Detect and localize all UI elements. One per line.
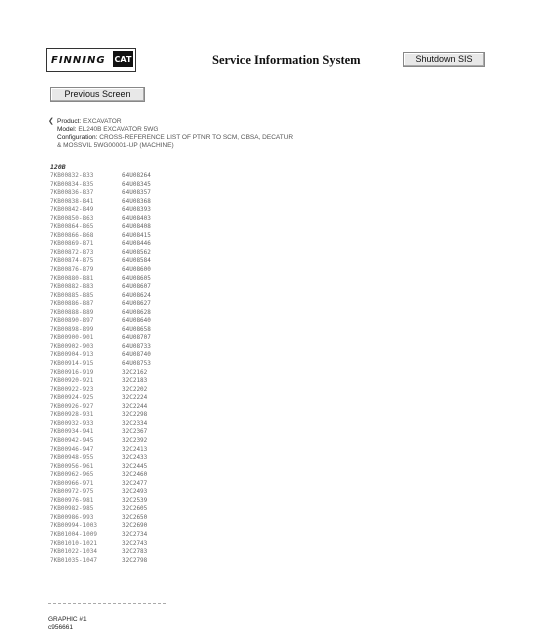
model-label: Model: [57, 126, 77, 133]
table-row [50, 463, 151, 472]
serial-number-cell: 32C2413 [122, 445, 148, 453]
serial-number-cell: 64U08368 [122, 197, 151, 205]
table-row [50, 505, 151, 514]
serial-range-cell: 7KB00946-947 [50, 445, 94, 453]
serial-range-cell: 7KB00902-903 [50, 342, 94, 350]
product-label: Product: [57, 118, 82, 125]
table-row [50, 488, 151, 497]
serial-range-cell: 7KB00890-897 [50, 317, 94, 325]
page-header [46, 48, 506, 74]
cat-badge: CAT [113, 51, 133, 67]
serial-number-cell: 64U08415 [122, 231, 151, 239]
table-row [50, 181, 151, 190]
table-row [50, 540, 151, 549]
table-row [50, 223, 151, 232]
serial-range-cell: 7KB01022-1034 [50, 548, 97, 556]
table-row [50, 309, 151, 318]
serial-number-cell: 32C2650 [122, 513, 148, 521]
serial-range-cell: 7KB00900-901 [50, 334, 94, 342]
table-row [50, 557, 151, 566]
serial-range-cell: 7KB00972-975 [50, 488, 94, 496]
serial-number-cell: 64U08345 [122, 180, 151, 188]
serial-number-cell: 64U08640 [122, 317, 151, 325]
serial-range-cell: 7KB00836-837 [50, 189, 94, 197]
table-row [50, 471, 151, 480]
serial-number-cell: 64U08357 [122, 189, 151, 197]
serial-range-cell: 7KB01010-1021 [50, 539, 97, 547]
table-row [50, 232, 151, 241]
cross-reference-table [50, 163, 151, 565]
table-row [50, 266, 151, 275]
serial-number-cell: 64U08627 [122, 300, 151, 308]
serial-number-cell: 32C2334 [122, 419, 148, 427]
serial-range-cell: 7KB00962-965 [50, 471, 94, 479]
serial-range-cell: 7KB00942-945 [50, 436, 94, 444]
table-row [50, 386, 151, 395]
serial-number-cell: 32C2298 [122, 411, 148, 419]
serial-range-cell: 7KB00920-921 [50, 377, 94, 385]
table-row [50, 198, 151, 207]
serial-range-cell: 7KB00994-1003 [50, 522, 97, 530]
table-row [50, 343, 151, 352]
serial-number-cell: 64U08403 [122, 214, 151, 222]
serial-range-cell: 7KB00834-835 [50, 180, 94, 188]
table-rows [50, 172, 151, 565]
table-row [50, 351, 151, 360]
table-row [50, 172, 151, 181]
serial-number-cell: 32C2433 [122, 454, 148, 462]
table-row [50, 497, 151, 506]
section-heading: 120B [50, 163, 66, 171]
serial-range-cell: 7KB00924-925 [50, 394, 94, 402]
serial-number-cell: 32C2244 [122, 402, 148, 410]
serial-number-cell: 64U08624 [122, 291, 151, 299]
serial-range-cell: 7KB00922-923 [50, 385, 94, 393]
serial-number-cell: 64U08753 [122, 360, 151, 368]
shutdown-button[interactable]: Shutdown SIS [403, 52, 485, 67]
table-row [50, 403, 151, 412]
table-row [50, 317, 151, 326]
serial-range-cell: 7KB01004-1009 [50, 530, 97, 538]
serial-range-cell: 7KB00934-941 [50, 428, 94, 436]
table-row [50, 292, 151, 301]
table-row [50, 300, 151, 309]
serial-range-cell: 7KB00928-931 [50, 411, 94, 419]
serial-range-cell: 7KB00864-865 [50, 223, 94, 231]
table-row [50, 454, 151, 463]
finning-cat-logo [46, 48, 136, 72]
serial-range-cell: 7KB00850-863 [50, 214, 94, 222]
serial-range-cell: 7KB00885-885 [50, 291, 94, 299]
serial-number-cell: 32C2460 [122, 471, 148, 479]
table-row [50, 369, 151, 378]
serial-number-cell: 64U08607 [122, 283, 151, 291]
product-value: EXCAVATOR [83, 118, 122, 125]
table-row [50, 249, 151, 258]
table-row [50, 360, 151, 369]
serial-range-cell: 7KB00882-883 [50, 283, 94, 291]
serial-range-cell: 7KB00956-961 [50, 462, 94, 470]
table-row [50, 548, 151, 557]
serial-number-cell: 64U08740 [122, 351, 151, 359]
serial-number-cell: 64U08605 [122, 274, 151, 282]
table-row [50, 420, 151, 429]
serial-range-cell: 7KB00966-971 [50, 479, 94, 487]
serial-number-cell: 32C2202 [122, 385, 148, 393]
table-row [50, 437, 151, 446]
serial-range-cell: 7KB00982-985 [50, 505, 94, 513]
serial-range-cell: 7KB00904-913 [50, 351, 94, 359]
table-row [50, 522, 151, 531]
serial-number-cell: 32C2734 [122, 530, 148, 538]
serial-number-cell: 32C2743 [122, 539, 148, 547]
serial-number-cell: 64U08628 [122, 308, 151, 316]
table-row [50, 189, 151, 198]
serial-number-cell: 64U08600 [122, 266, 151, 274]
serial-range-cell: 7KB00880-881 [50, 274, 94, 282]
serial-range-cell: 7KB00948-955 [50, 454, 94, 462]
serial-range-cell: 7KB00872-873 [50, 248, 94, 256]
configuration-label: Configuration: [57, 134, 98, 141]
table-row [50, 446, 151, 455]
table-row [50, 514, 151, 523]
serial-range-cell: 7KB00888-889 [50, 308, 94, 316]
serial-number-cell: 32C2539 [122, 496, 148, 504]
serial-range-cell: 7KB00914-915 [50, 360, 94, 368]
graphic-label: GRAPHIC #1 [48, 616, 87, 623]
serial-number-cell: 32C2690 [122, 522, 148, 530]
serial-number-cell: 64U08264 [122, 172, 151, 179]
serial-range-cell: 7KB00838-841 [50, 197, 94, 205]
table-row [50, 240, 151, 249]
serial-number-cell: 32C2445 [122, 462, 148, 470]
table-row [50, 334, 151, 343]
serial-range-cell: 7KB00926-927 [50, 402, 94, 410]
serial-number-cell: 32C2477 [122, 479, 148, 487]
table-row [50, 257, 151, 266]
serial-number-cell: 32C2392 [122, 436, 148, 444]
table-row [50, 377, 151, 386]
serial-range-cell: 7KB00874-875 [50, 257, 94, 265]
model-value: EL240B EXCAVATOR 5WG [78, 126, 159, 133]
table-row [50, 275, 151, 284]
logo-text: FINNING [51, 54, 106, 66]
serial-number-cell: 32C2367 [122, 428, 148, 436]
serial-number-cell: 64U08446 [122, 240, 151, 248]
serial-range-cell: 7KB00986-993 [50, 513, 94, 521]
serial-number-cell: 32C2162 [122, 368, 148, 376]
serial-range-cell: 7KB00886-887 [50, 300, 94, 308]
table-row [50, 326, 151, 335]
table-row [50, 206, 151, 215]
serial-number-cell: 64U08393 [122, 206, 151, 214]
serial-number-cell: 64U08658 [122, 325, 151, 333]
document-id: c956661 [48, 624, 73, 631]
serial-range-cell: 7KB00869-871 [50, 240, 94, 248]
serial-number-cell: 64U08408 [122, 223, 151, 231]
back-arrow-icon[interactable]: ❮ [48, 118, 54, 125]
serial-number-cell: 32C2183 [122, 377, 148, 385]
footer [48, 616, 87, 632]
serial-range-cell: 7KB00876-879 [50, 266, 94, 274]
serial-range-cell: 7KB00866-868 [50, 231, 94, 239]
serial-number-cell: 32C2605 [122, 505, 148, 513]
table-row [50, 411, 151, 420]
page-title: Service Information System [212, 53, 361, 67]
configuration-value: CROSS-REFERENCE LIST OF PTNR TO SCM, CBSA, DECATUR [99, 134, 294, 141]
serial-range-cell: 7KB01035-1047 [50, 556, 97, 564]
table-row [50, 283, 151, 292]
serial-range-cell: 7KB00916-919 [50, 368, 94, 376]
serial-range-cell: 7KB00898-899 [50, 325, 94, 333]
previous-screen-button[interactable]: Previous Screen [50, 87, 145, 102]
table-row [50, 480, 151, 489]
serial-range-cell: 7KB00932-933 [50, 419, 94, 427]
serial-range-cell: 7KB00842-849 [50, 206, 94, 214]
serial-range-cell: 7KB00976-981 [50, 496, 94, 504]
serial-number-cell: 32C2493 [122, 488, 148, 496]
serial-range-cell: 7KB00832-833 [50, 172, 94, 179]
configuration-value-continued: & MOSSVIL 5WG00001-UP (MACHINE) [57, 142, 174, 149]
serial-number-cell: 32C2224 [122, 394, 148, 402]
table-row [50, 531, 151, 540]
table-row [50, 215, 151, 224]
serial-number-cell: 64U08584 [122, 257, 151, 265]
table-row [50, 394, 151, 403]
table-row [50, 428, 151, 437]
product-info [48, 118, 293, 150]
divider [48, 603, 166, 604]
serial-number-cell: 64U08707 [122, 334, 151, 342]
serial-number-cell: 32C2798 [122, 556, 148, 564]
serial-number-cell: 64U08562 [122, 248, 151, 256]
serial-number-cell: 64U08733 [122, 342, 151, 350]
serial-number-cell: 32C2783 [122, 548, 148, 556]
